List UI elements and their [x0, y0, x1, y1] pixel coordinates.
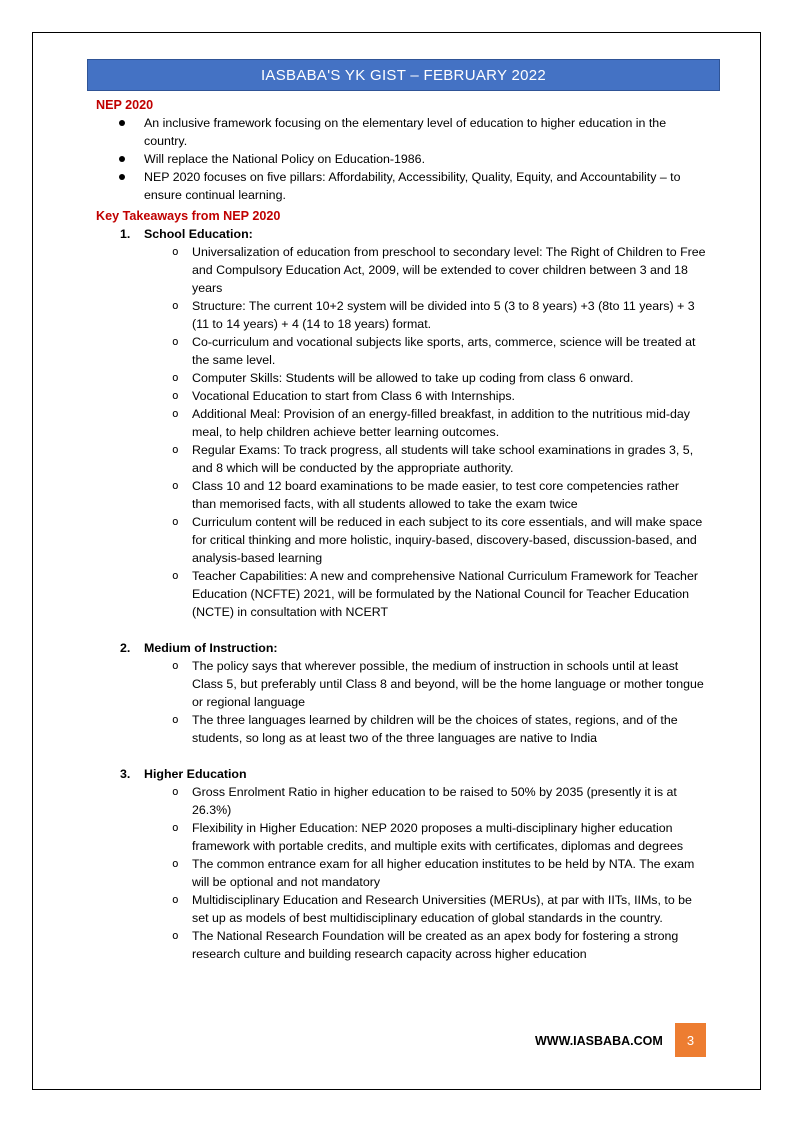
list-item: o Computer Skills: Students will be allowed to take up coding from class 6 onward.	[96, 369, 706, 387]
header-title: IASBABA'S YK GIST – FEBRUARY 2022	[260, 66, 547, 84]
document-body	[96, 96, 706, 963]
subsection-heading-higher	[96, 765, 706, 783]
list-item: o Gross Enrolment Ratio in higher education to be raised to 50% by 2035 (presently it is at 26.3%)	[96, 783, 706, 819]
list-item: o Multidisciplinary Education and Research Universities (MERUs), at par with IITs, IIMs, to be set up as models of best multidisciplinary education of global standards in the country.	[96, 891, 706, 927]
list-item: o The policy says that wherever possible, the medium of instruction in schools until at least Class 5, but preferably until Class 8 and beyond, will be the home language or mother tongue or regional language	[96, 657, 706, 711]
list-item: o Vocational Education to start from Class 6 with Internships.	[96, 387, 706, 405]
subsection-heading-medium	[96, 639, 706, 657]
subsection-heading-school	[96, 225, 706, 243]
subsection-number: 3.	[120, 767, 131, 781]
subsection-heading-text: School Education:	[144, 227, 253, 241]
list-item: o The three languages learned by children will be the choices of states, regions, and of the students, so long as at least two of the three languages are native to India	[96, 711, 706, 747]
section-title-nep: NEP 2020	[96, 98, 154, 112]
subsection-heading-text: Medium of Instruction:	[144, 641, 278, 655]
list-item: NEP 2020 focuses on five pillars: Affordability, Accessibility, Quality, Equity, and Accountability – to ensure continual learning.	[96, 168, 706, 204]
list-item: o Co-curriculum and vocational subjects like sports, arts, commerce, science will be treated at the same level.	[96, 333, 706, 369]
list-item: o Flexibility in Higher Education: NEP 2020 proposes a multi-disciplinary higher education framework with portable credits, and multiple exits with certificates, diplomas and degrees	[96, 819, 706, 855]
list-item: o Class 10 and 12 board examinations to be made easier, to test core competencies rather than memorised facts, with all students allowed to take the exam twice	[96, 477, 706, 513]
school-education-list	[96, 243, 706, 621]
header-banner	[87, 59, 720, 91]
list-item: o Curriculum content will be reduced in each subject to its core essentials, and will make space for critical thinking and more holistic, inquiry-based, discovery-based, discussion-based, and analysis-based learning	[96, 513, 706, 567]
footer-website: WWW.IASBABA.COM	[535, 1034, 663, 1048]
list-item: o Structure: The current 10+2 system will be divided into 5 (3 to 8 years) +3 (8to 11 years) + 3 (11 to 14 years) + 4 (14 to 18 years) format.	[96, 297, 706, 333]
section-title-takeaways: Key Takeaways from NEP 2020	[96, 209, 281, 223]
subsection-number: 2.	[120, 641, 131, 655]
list-item: o Universalization of education from preschool to secondary level: The Right of Children to Free and Compulsory Education Act, 2009, will be extended to cover children between 3 and 18 years	[96, 243, 706, 297]
list-item: o The common entrance exam for all higher education institutes to be held by NTA. The exam will be optional and not mandatory	[96, 855, 706, 891]
list-item: o The National Research Foundation will be created as an apex body for fostering a strong research culture and building research capacity across higher education	[96, 927, 706, 963]
higher-education-list	[96, 783, 706, 963]
subsection-heading-text: Higher Education	[144, 767, 247, 781]
list-item: Will replace the National Policy on Education-1986.	[96, 150, 706, 168]
list-item: An inclusive framework focusing on the elementary level of education to higher education in the country.	[96, 114, 706, 150]
list-item: o Teacher Capabilities: A new and comprehensive National Curriculum Framework for Teacher Education (NCFTE) 2021, will be formulated by the National Council for Teacher Education (NCTE) in consultation with NCERT	[96, 567, 706, 621]
list-item: o Additional Meal: Provision of an energy-filled breakfast, in addition to the nutritious mid-day meal, to help children achieve better learning outcomes.	[96, 405, 706, 441]
page-number: 3	[686, 1032, 695, 1048]
subsection-number: 1.	[120, 227, 131, 241]
page-number-badge	[675, 1023, 706, 1057]
medium-of-instruction-list	[96, 657, 706, 747]
list-item: o Regular Exams: To track progress, all students will take school examinations in grades 3, 5, and 8 which will be conducted by the appropriate authority.	[96, 441, 706, 477]
nep-bullet-list	[96, 114, 706, 204]
